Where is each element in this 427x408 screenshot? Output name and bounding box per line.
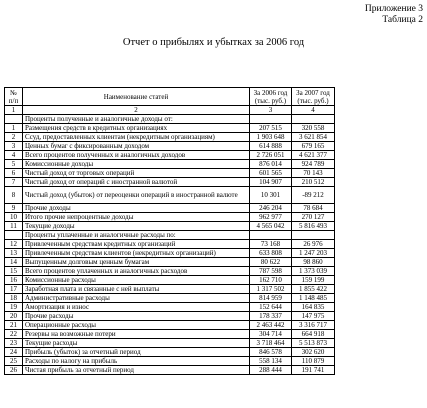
row-number: 21 bbox=[5, 321, 23, 330]
row-number: 13 bbox=[5, 249, 23, 258]
column-number-row bbox=[5, 106, 335, 115]
value-2006: 1 317 502 bbox=[250, 285, 292, 294]
row-number: 5 bbox=[5, 160, 23, 169]
table-row bbox=[5, 303, 335, 312]
row-label: Заработная плата и связанные с ней выплаты bbox=[23, 285, 250, 294]
row-label: Чистый доход от операций с иностранной валютой bbox=[23, 178, 250, 187]
value-2006: 558 134 bbox=[250, 357, 292, 366]
row-number: 12 bbox=[5, 240, 23, 249]
value-2007: 4 621 377 bbox=[292, 151, 335, 160]
table-row bbox=[5, 240, 335, 249]
table-row bbox=[5, 285, 335, 294]
table-row bbox=[5, 142, 335, 151]
row-label: Резервы на возможные потери bbox=[23, 330, 250, 339]
value-2007: 924 789 bbox=[292, 160, 335, 169]
value-2007: 3 316 717 bbox=[292, 321, 335, 330]
table-body bbox=[5, 115, 335, 375]
table-row bbox=[5, 312, 335, 321]
value-2006: 10 301 bbox=[250, 187, 292, 204]
column-header-2006: За 2006 год (тыс. руб.) bbox=[250, 88, 292, 106]
value-2007: 3 621 854 bbox=[292, 133, 335, 142]
value-2007: 1 373 039 bbox=[292, 267, 335, 276]
row-label: Выпущенным долговым ценным бумагам bbox=[23, 258, 250, 267]
row-number: 2 bbox=[5, 133, 23, 142]
column-header-name: Наименование статей bbox=[23, 88, 250, 106]
row-label: Комиссионные расходы bbox=[23, 276, 250, 285]
value-2006: 80 622 bbox=[250, 258, 292, 267]
value-2006: 3 718 464 bbox=[250, 339, 292, 348]
row-label: Прибыль (убыток) за отчетный период bbox=[23, 348, 250, 357]
value-2006: 962 977 bbox=[250, 213, 292, 222]
value-2007: 147 975 bbox=[292, 312, 335, 321]
value-2007: 98 860 bbox=[292, 258, 335, 267]
row-number: 8 bbox=[5, 187, 23, 204]
value-2007: 164 835 bbox=[292, 303, 335, 312]
appendix-label: Приложение 3 bbox=[364, 4, 423, 14]
table-row bbox=[5, 348, 335, 357]
row-label: Комиссионные доходы bbox=[23, 160, 250, 169]
row-label: Текущие расходы bbox=[23, 339, 250, 348]
table-row bbox=[5, 160, 335, 169]
value-2007: -89 212 bbox=[292, 187, 335, 204]
value-2007: 210 512 bbox=[292, 178, 335, 187]
row-label: Прочие расходы bbox=[23, 312, 250, 321]
table-row bbox=[5, 276, 335, 285]
value-2007: 78 684 bbox=[292, 204, 335, 213]
value-2006: 614 888 bbox=[250, 142, 292, 151]
value-2006: 304 714 bbox=[250, 330, 292, 339]
value-2006: 876 014 bbox=[250, 160, 292, 169]
table-row bbox=[5, 151, 335, 160]
row-number: 11 bbox=[5, 222, 23, 231]
row-label: Чистая прибыль за отчетный период bbox=[23, 366, 250, 375]
row-label: Текущие доходы bbox=[23, 222, 250, 231]
column-number: 4 bbox=[292, 106, 335, 115]
table-row bbox=[5, 258, 335, 267]
row-number: 14 bbox=[5, 258, 23, 267]
table-row bbox=[5, 321, 335, 330]
table-row bbox=[5, 366, 335, 375]
value-2006 bbox=[250, 231, 292, 240]
table-row bbox=[5, 330, 335, 339]
row-number: 26 bbox=[5, 366, 23, 375]
value-2007: 1 148 485 bbox=[292, 294, 335, 303]
value-2007: 270 127 bbox=[292, 213, 335, 222]
value-2007: 320 558 bbox=[292, 124, 335, 133]
value-2006: 162 710 bbox=[250, 276, 292, 285]
row-number bbox=[5, 115, 23, 124]
row-number: 23 bbox=[5, 339, 23, 348]
table-number-label: Таблица 2 bbox=[382, 15, 423, 25]
value-2007: 1 855 422 bbox=[292, 285, 335, 294]
row-label: Проценты полученные и аналогичные доходы от: bbox=[23, 115, 250, 124]
row-number: 6 bbox=[5, 169, 23, 178]
table-row bbox=[5, 294, 335, 303]
table-row bbox=[5, 267, 335, 276]
value-2007: 664 918 bbox=[292, 330, 335, 339]
value-2006: 1 903 648 bbox=[250, 133, 292, 142]
row-label: Всего процентов полученных и аналогичных доходов bbox=[23, 151, 250, 160]
table-row bbox=[5, 204, 335, 213]
value-2007: 1 247 203 bbox=[292, 249, 335, 258]
table-header-row bbox=[5, 88, 335, 106]
row-number: 17 bbox=[5, 285, 23, 294]
value-2006: 846 578 bbox=[250, 348, 292, 357]
row-number: 3 bbox=[5, 142, 23, 151]
value-2007: 5 816 493 bbox=[292, 222, 335, 231]
row-label: Привлеченным средствам кредитных организаций bbox=[23, 240, 250, 249]
table-row bbox=[5, 178, 335, 187]
value-2006: 178 337 bbox=[250, 312, 292, 321]
row-label: Привлеченным средствам клиентов (некредитных организаций) bbox=[23, 249, 250, 258]
value-2006: 601 565 bbox=[250, 169, 292, 178]
value-2007: 26 976 bbox=[292, 240, 335, 249]
row-number: 19 bbox=[5, 303, 23, 312]
row-number bbox=[5, 231, 23, 240]
value-2007: 302 620 bbox=[292, 348, 335, 357]
value-2007: 70 143 bbox=[292, 169, 335, 178]
table-row bbox=[5, 169, 335, 178]
row-number: 7 bbox=[5, 178, 23, 187]
row-label: Итого прочие непроцентные доходы bbox=[23, 213, 250, 222]
row-label: Ценных бумаг с фиксированным доходом bbox=[23, 142, 250, 151]
value-2007: 110 879 bbox=[292, 357, 335, 366]
report-title: Отчет о прибылях и убытках за 2006 год bbox=[122, 37, 305, 48]
column-number: 2 bbox=[23, 106, 250, 115]
value-2006: 73 168 bbox=[250, 240, 292, 249]
value-2007 bbox=[292, 231, 335, 240]
value-2006: 787 598 bbox=[250, 267, 292, 276]
value-2006: 633 808 bbox=[250, 249, 292, 258]
value-2007: 191 741 bbox=[292, 366, 335, 375]
row-number: 25 bbox=[5, 357, 23, 366]
row-label: Операционные расходы bbox=[23, 321, 250, 330]
table-row bbox=[5, 213, 335, 222]
value-2006: 288 444 bbox=[250, 366, 292, 375]
document-header bbox=[365, 4, 423, 26]
row-number: 4 bbox=[5, 151, 23, 160]
column-header-no: № п/п bbox=[5, 88, 23, 106]
value-2007 bbox=[292, 115, 335, 124]
value-2007: 679 165 bbox=[292, 142, 335, 151]
row-number: 15 bbox=[5, 267, 23, 276]
column-number: 3 bbox=[250, 106, 292, 115]
row-label: Чистый доход (убыток) от переоценки операций в иностранной валюте bbox=[23, 187, 250, 204]
value-2006: 2 726 051 bbox=[250, 151, 292, 160]
row-number: 10 bbox=[5, 213, 23, 222]
value-2006 bbox=[250, 115, 292, 124]
row-label: Размещения средств в кредитных организациях bbox=[23, 124, 250, 133]
table-row bbox=[5, 357, 335, 366]
table-row bbox=[5, 249, 335, 258]
value-2006: 814 959 bbox=[250, 294, 292, 303]
table-row bbox=[5, 187, 335, 204]
row-number: 22 bbox=[5, 330, 23, 339]
value-2006: 4 565 042 bbox=[250, 222, 292, 231]
row-label: Административные расходы bbox=[23, 294, 250, 303]
table-row bbox=[5, 339, 335, 348]
row-label: Ссуд, предоставленных клиентам (некредитным организациям) bbox=[23, 133, 250, 142]
row-number: 20 bbox=[5, 312, 23, 321]
value-2006: 207 515 bbox=[250, 124, 292, 133]
table-row bbox=[5, 115, 335, 124]
table-row bbox=[5, 133, 335, 142]
column-header-2007: За 2007 год (тыс. руб.) bbox=[292, 88, 335, 106]
row-number: 1 bbox=[5, 124, 23, 133]
row-number: 18 bbox=[5, 294, 23, 303]
row-label: Амортизация и износ bbox=[23, 303, 250, 312]
table-row bbox=[5, 222, 335, 231]
row-number: 9 bbox=[5, 204, 23, 213]
row-label: Расходы по налогу на прибыль bbox=[23, 357, 250, 366]
value-2006: 246 204 bbox=[250, 204, 292, 213]
row-number: 24 bbox=[5, 348, 23, 357]
value-2006: 152 644 bbox=[250, 303, 292, 312]
column-number: 1 bbox=[5, 106, 23, 115]
value-2007: 159 199 bbox=[292, 276, 335, 285]
table-row bbox=[5, 124, 335, 133]
row-label: Проценты уплаченные и аналогичные расходы по: bbox=[23, 231, 250, 240]
row-label: Прочие доходы bbox=[23, 204, 250, 213]
value-2006: 104 907 bbox=[250, 178, 292, 187]
value-2007: 5 513 873 bbox=[292, 339, 335, 348]
row-number: 16 bbox=[5, 276, 23, 285]
profit-loss-table bbox=[4, 87, 335, 375]
table-row bbox=[5, 231, 335, 240]
row-label: Чистый доход от торговых операций bbox=[23, 169, 250, 178]
value-2006: 2 463 442 bbox=[250, 321, 292, 330]
row-label: Всего процентов уплаченных и аналогичных расходов bbox=[23, 267, 250, 276]
